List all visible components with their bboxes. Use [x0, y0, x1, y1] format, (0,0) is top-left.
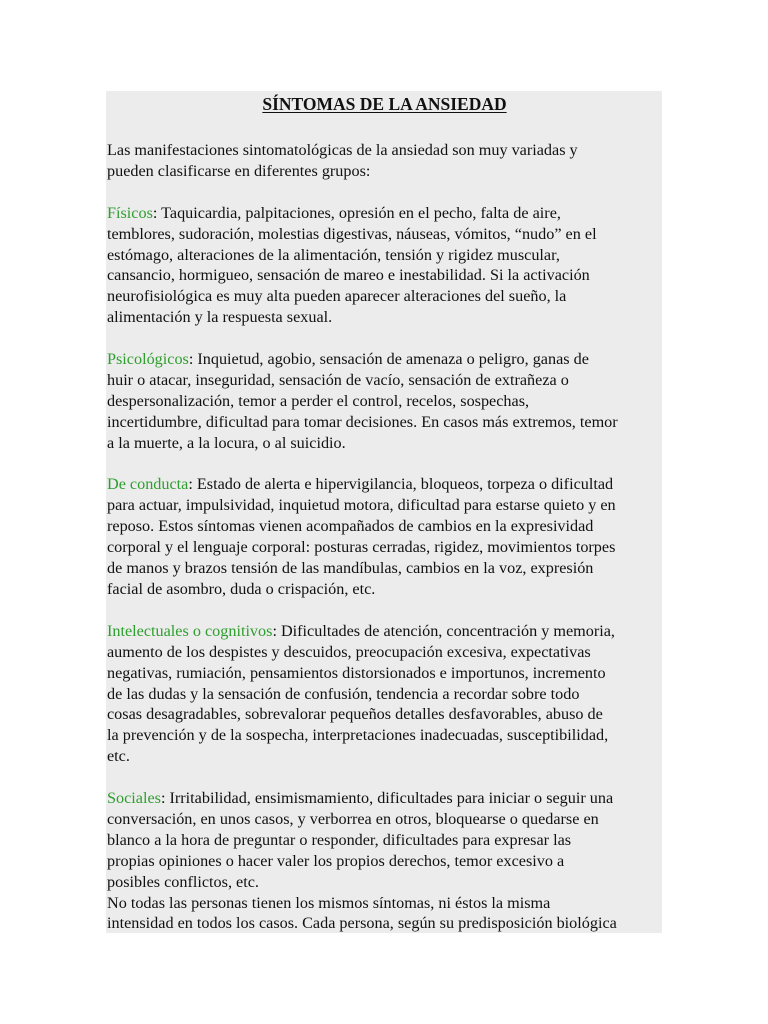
section-line: para actuar, impulsividad, inquietud motora, dificultad para estarse quieto y en — [107, 496, 616, 515]
section-line-text: : Estado de alerta e hipervigilancia, bloqueos, torpeza o dificultad — [188, 475, 614, 494]
section-line: reposo. Estos síntomas vienen acompañados de cambios en la expresividad — [107, 517, 594, 536]
section-line: despersonalización, temor a perder el control, recelos, sospechas, — [107, 391, 530, 410]
closing-paragraph — [107, 893, 662, 935]
section-term: Psicológicos — [107, 350, 189, 369]
closing-line: No todas las personas tienen los mismos síntomas, ni éstos la misma — [107, 893, 551, 912]
section-line: estómago, alteraciones de la alimentación, tensión y rigidez muscular, — [107, 245, 560, 264]
section-line: corporal y el lenguaje corporal: posturas cerradas, rigidez, movimientos torpes — [107, 538, 616, 557]
section-first-line — [107, 788, 662, 809]
section-first-line — [107, 349, 662, 370]
section-first-line — [107, 203, 662, 224]
section-line: etc. — [107, 747, 130, 766]
section-term: Físicos — [107, 203, 153, 222]
section-first-line — [107, 474, 662, 495]
section-line-text: : Dificultades de atención, concentración y memoria, — [272, 621, 615, 640]
section-first-line — [107, 621, 662, 642]
section-line: cansancio, hormigueo, sensación de mareo e inestabilidad. Si la activación — [107, 266, 590, 285]
section-term: De conducta — [107, 475, 189, 494]
section-line: incertidumbre, dificultad para tomar decisiones. En casos más extremos, temor — [107, 412, 618, 431]
intro-line: Las manifestaciones sintomatológicas de la ansiedad son muy variadas y — [107, 141, 578, 159]
document-title: SÍNTOMAS DE LA ANSIEDAD — [262, 94, 507, 114]
section-physical — [107, 203, 662, 328]
section-line: alimentación y la respuesta sexual. — [107, 308, 333, 327]
section-line: posibles conflictos, etc. — [107, 872, 259, 891]
intro-line: pueden clasificarse en diferentes grupos: — [107, 161, 371, 180]
section-line: neurofisiológica es muy alta pueden aparecer alteraciones del sueño, la — [107, 287, 567, 306]
closing-line: intensidad en todos los casos. Cada persona, según su predisposición biológica — [107, 914, 617, 933]
section-line: huir o atacar, inseguridad, sensación de vacío, sensación de extrañeza o — [107, 370, 569, 389]
section-line: blanco a la hora de preguntar o responder, dificultades para expresar las — [107, 830, 572, 849]
section-line: cosas desagradables, sobrevalorar pequeños detalles desfavorables, abuso de — [107, 705, 603, 724]
section-line: de las dudas y la sensación de confusión, tendencia a recordar sobre todo — [107, 684, 580, 703]
intro-paragraph — [107, 140, 662, 182]
section-line: temblores, sudoración, molestias digestivas, náuseas, vómitos, “nudo” en el — [107, 224, 597, 243]
document-text-block — [106, 91, 662, 933]
section-line: de manos y brazos tensión de las mandíbulas, cambios en la voz, expresión — [107, 559, 594, 578]
section-term: Sociales — [107, 789, 161, 808]
section-line: conversación, en unos casos, y verborrea en otros, bloquearse o quedarse en — [107, 809, 599, 828]
section-line-text: : Irritabilidad, ensimismamiento, dificultades para iniciar o seguir una — [160, 789, 614, 808]
section-cognitive — [107, 621, 662, 767]
section-line: a la muerte, a la locura, o al suicidio. — [107, 433, 346, 452]
section-psychological — [107, 349, 662, 454]
section-line-text: : Taquicardia, palpitaciones, opresión en el pecho, falta de aire, — [152, 203, 561, 222]
section-line: negativas, rumiación, pensamientos distorsionados e importunos, incremento — [107, 663, 606, 682]
section-line: propias opiniones o hacer valer los propios derechos, temor excesivo a — [107, 851, 565, 870]
section-line: aumento de los despistes y descuidos, preocupación excesiva, expectativas — [107, 642, 591, 661]
section-line: facial de asombro, duda o crispación, etc. — [107, 579, 376, 598]
section-line-text: : Inquietud, agobio, sensación de amenaza o peligro, ganas de — [188, 350, 589, 369]
section-term: Intelectuales o cognitivos — [107, 621, 273, 640]
section-line: la prevención y de la sospecha, interpretaciones inadecuadas, susceptibilidad, — [107, 726, 609, 745]
section-behavioral — [107, 474, 662, 599]
section-social — [107, 788, 662, 893]
